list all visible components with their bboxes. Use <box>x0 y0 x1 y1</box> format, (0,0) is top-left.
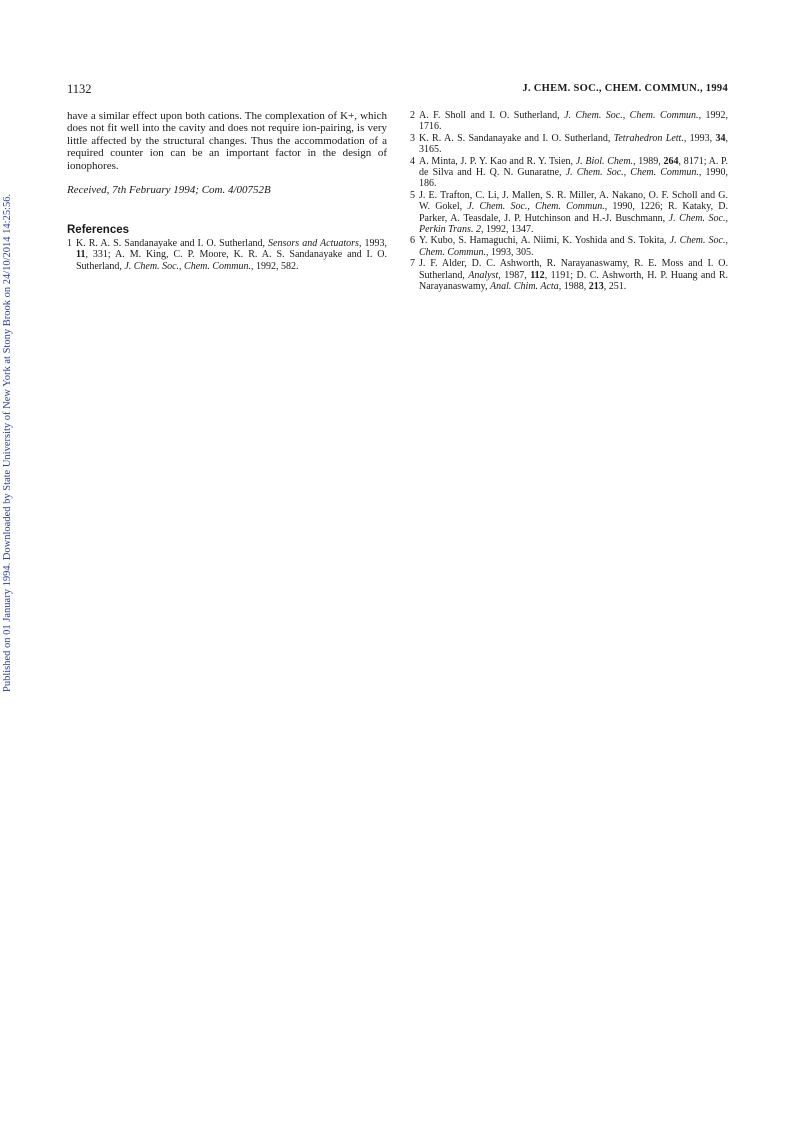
page-number: 1132 <box>67 82 92 96</box>
reference-segment: , 1989, <box>633 155 664 167</box>
reference-segment: Tetrahedron Lett. <box>613 132 684 144</box>
reference-segment: , 1990, 186. <box>419 167 729 190</box>
reference-segment: 11 <box>76 249 86 261</box>
reference-segment: J. Chem. Soc., Perkin Trans. 2 <box>419 212 728 236</box>
reference-segment: K. R. A. S. Sandanayake and I. O. Sutherland, <box>419 132 614 144</box>
reference-number: 6 <box>410 235 415 247</box>
reference-item <box>410 133 728 156</box>
reference-number: 2 <box>410 110 415 121</box>
references-heading: References <box>67 224 130 237</box>
running-header: J. CHEM. SOC., CHEM. COMMUN., 1994 <box>522 83 728 94</box>
reference-segment: , 1993, 305. <box>485 246 534 258</box>
reference-text <box>419 133 728 156</box>
received-line: Received, 7th February 1994; Com. 4/00752B <box>67 184 271 197</box>
reference-segment: , 8171; A. P. de Silva and H. Q. N. Gunaratne, <box>419 155 729 179</box>
reference-number: 5 <box>410 189 415 201</box>
reference-list-left <box>67 238 387 272</box>
reference-segment: , 1987, <box>498 269 531 281</box>
reference-segment: , 1990, 1226; R. Kataky, D. Parker, A. Teasdale, J. P. Hutchinson and H.-J. Buschmann, <box>419 201 728 224</box>
reference-number: 1 <box>67 238 72 250</box>
reference-segment: Analyst <box>468 269 499 281</box>
reference-segment: J. Chem. Soc., Chem. Commun. <box>565 167 699 179</box>
reference-segment: Sensors and Actuators <box>268 238 359 250</box>
reference-segment: Y. Kubo, S. Hamaguchi, A. Niimi, K. Yoshida and S. Tokita, <box>419 235 670 247</box>
reference-segment: K. R. A. S. Sandanayake and I. O. Sutherland, <box>76 238 269 250</box>
reference-segment: 264 <box>663 155 679 167</box>
reference-segment: 213 <box>588 281 604 293</box>
reference-item <box>410 190 728 236</box>
reference-segment: , 1992, 582. <box>250 260 299 272</box>
reference-segment: , 1988, <box>558 281 589 293</box>
reference-text <box>419 156 728 190</box>
reference-item <box>67 238 387 272</box>
reference-segment: , 251. <box>603 281 627 293</box>
reference-item <box>410 156 728 190</box>
reference-item <box>410 235 728 258</box>
reference-segment: , 1992, 1716. <box>419 110 729 133</box>
left-column <box>67 110 387 272</box>
reference-text <box>419 258 728 292</box>
reference-segment: J. Chem. Soc., Chem. Commun. <box>467 201 605 213</box>
reference-segment: J. Chem. Soc., Chem. Commun. <box>124 260 251 272</box>
body-paragraph: have a similar effect upon both cations. The complexation of K+, which does not fit well into the cavity and does not require ion-pairing, is very little affected by the structural changes. Thus the accommodation of a required counter ion can be an important factor in the design of ionophores. <box>67 110 387 172</box>
reference-segment: , 1191; D. C. Ashworth, H. P. Huang and R. Narayanaswamy, <box>419 269 729 293</box>
reference-segment: J. Chem. Soc., Chem. Commun. <box>564 110 699 121</box>
reference-segment: J. Biol. Chem. <box>575 155 634 167</box>
reference-number: 7 <box>410 258 415 270</box>
reference-item <box>410 110 728 133</box>
reference-segment: 112 <box>530 269 545 281</box>
reference-number: 4 <box>410 155 415 167</box>
reference-segment: J. F. Alder, D. C. Ashworth, R. Narayanaswamy, R. E. Moss and I. O. Sutherland, <box>419 258 728 281</box>
reference-segment: , 331; A. M. King, C. P. Moore, K. R. A. S. Sandanayake and I. O. Sutherland, <box>76 249 387 272</box>
reference-segment: , 1993, <box>358 238 387 250</box>
reference-text <box>76 238 387 272</box>
reference-list-right <box>410 110 728 293</box>
reference-text <box>419 110 728 133</box>
reference-segment: Anal. Chim. Acta <box>490 281 559 293</box>
reference-segment: J. E. Trafton, C. Li, J. Mallen, S. R. Miller, A. Nakano, O. F. Scholl and G. W. Gokel, <box>419 189 728 213</box>
reference-item <box>410 258 728 292</box>
reference-segment: , 1992, 1347. <box>480 224 534 236</box>
reference-segment: J. Chem. Soc., Chem. Commun. <box>419 235 728 258</box>
reference-text <box>419 190 728 236</box>
reference-segment: A. F. Sholl and I. O. Sutherland, <box>419 110 565 121</box>
reference-number: 3 <box>410 132 415 144</box>
download-stamp: Published on 01 January 1994. Downloaded by State University of New York at Stony Brook on 24/10/2014 14:25:56. <box>2 193 13 692</box>
reference-segment: A. Minta, J. P. Y. Kao and R. Y. Tsien, <box>419 155 576 167</box>
right-column <box>410 110 728 293</box>
reference-text <box>419 235 728 258</box>
reference-segment: 34 <box>715 132 726 144</box>
reference-segment: , 3165. <box>419 132 728 156</box>
reference-segment: , 1993, <box>683 132 716 144</box>
